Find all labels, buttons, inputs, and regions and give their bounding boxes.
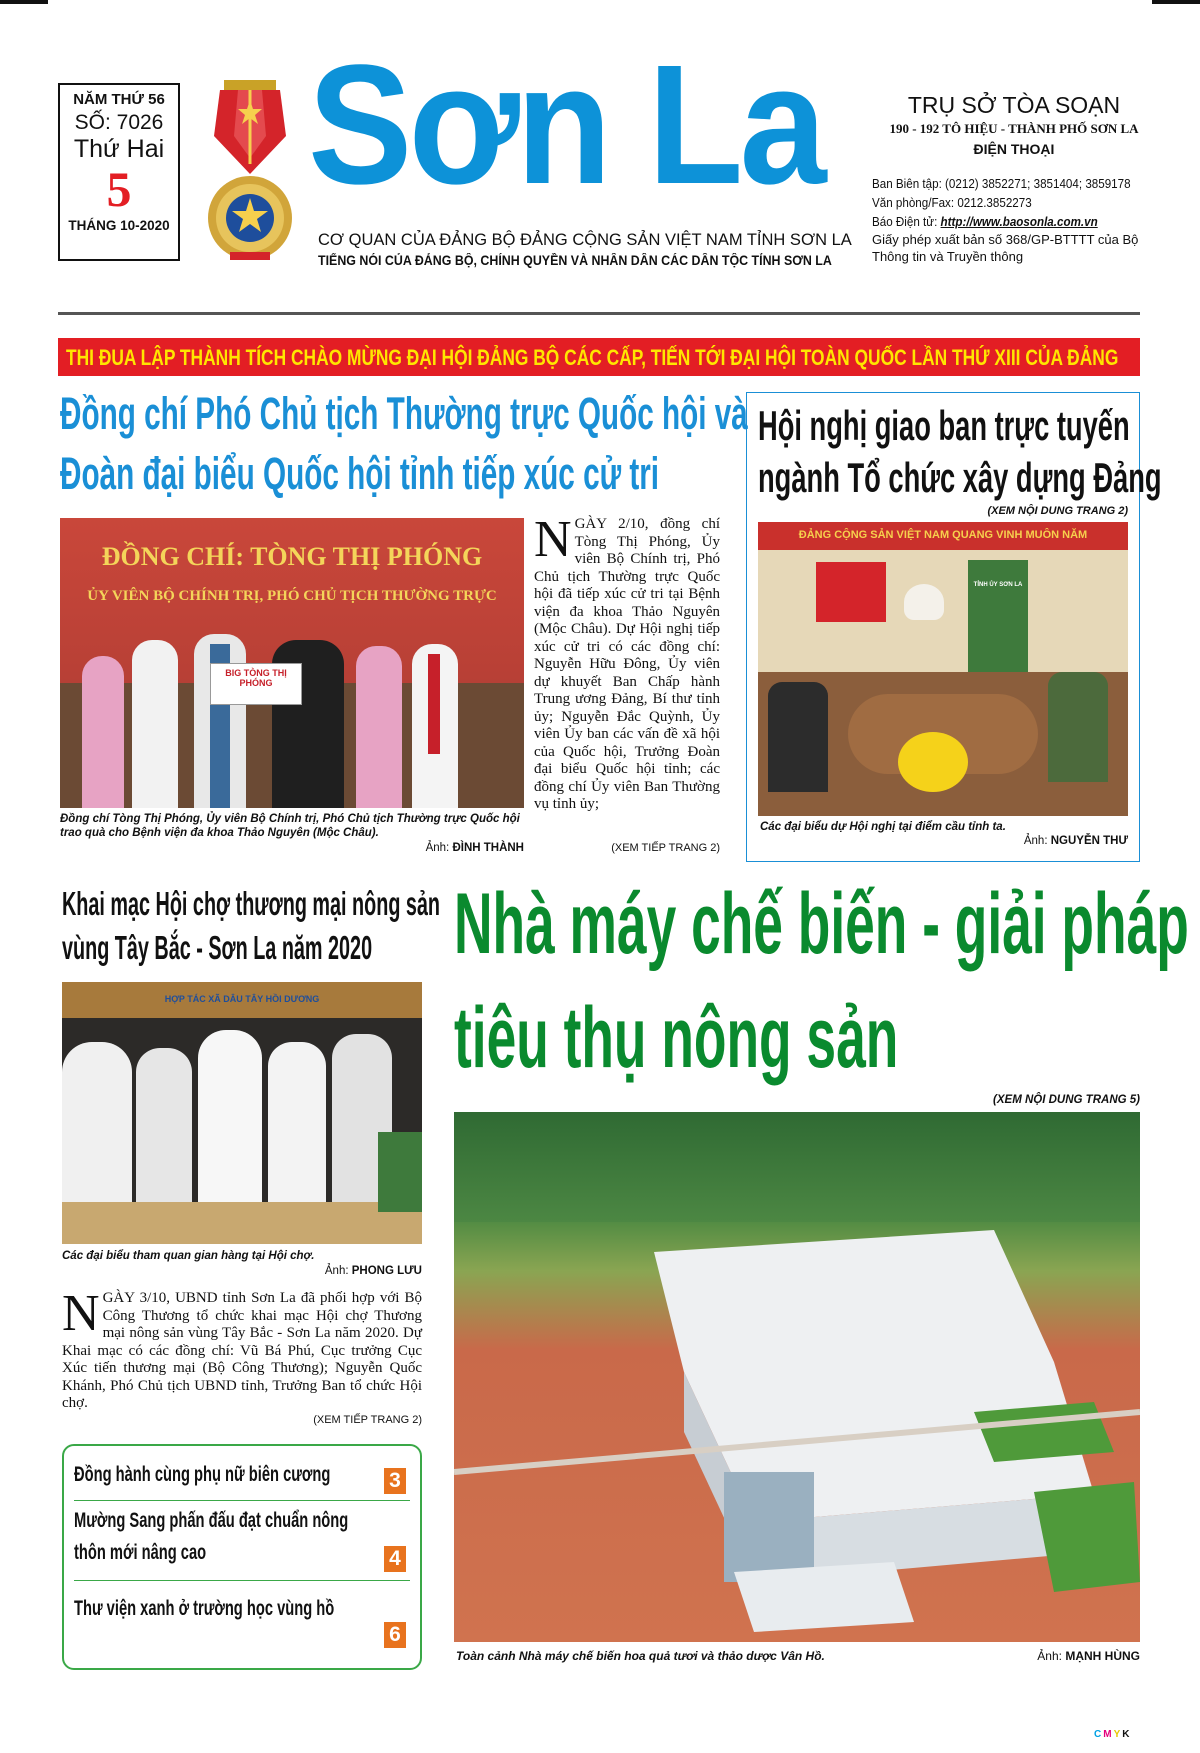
article1-text: GÀY 2/10, đồng chí Tòng Thị Phóng, Ủy viên Bộ Chính trị, Phó Chủ tịch Thường trực Quốc hội đã tiếp xúc cử tri tại Bệnh viện đa khoa Thảo Nguyên (Mộc Châu). Dự Hội nghị tiếp xúc cử tri có các đồng chí: Nguyễn Hữu Đông, Ủy viên dự khuyết Ban Chấp hành Trung ương Đảng, Bí thư tỉnh ủy; Nguyễn Đắc Quỳnh, Ủy viên Ủy ban các vấn đề xã hội của Quốc hội, Trưởng Đoàn đại biểu Quốc hội tỉnh; các đồng chí Ủy viên Ban Thường vụ tỉnh ủy; [534,516,720,812]
index-page-2[interactable]: 4 [384,1546,406,1572]
newspaper-title[interactable]: Sơn La [308,30,823,220]
credit-name: MẠNH HÙNG [1065,1649,1140,1663]
article4-see-page[interactable]: (XEM NỘI DUNG TRANG 5) [993,1094,1140,1106]
credit-label: Ảnh: [324,1265,349,1277]
photo-tv-screen: TỈNH ỦY SƠN LA [973,582,1023,588]
cmyk-c: C [1094,1729,1104,1740]
office-phone: 0212.3852273 [957,196,1032,210]
article2-photo [758,522,1128,816]
article1-photo [60,518,524,808]
credit-label: Ảnh: [1037,1649,1062,1663]
cmyk-marks [1094,1729,1131,1740]
gift-box-label: BIG TÒNG THỊ PHÓNG [225,668,287,688]
index-item-2-line1[interactable]: Mường Sang phấn đấu đạt chuẩn nông [74,1509,349,1532]
index-item-1[interactable]: Đồng hành cùng phụ nữ biên cương [74,1463,331,1486]
crop-mark-right [1152,0,1200,4]
web-link[interactable]: http://www.baosonla.com.vn [940,215,1098,229]
article3-continued[interactable]: (XEM TIẾP TRANG 2) [313,1414,422,1426]
article2-headline-line2[interactable]: ngành Tổ chức xây dựng Đảng [758,454,1162,501]
article2-see-page[interactable]: (XEM NỘI DUNG TRANG 2) [987,505,1128,517]
cmyk-y: Y [1113,1729,1123,1740]
index-page-3[interactable]: 6 [384,1622,406,1648]
cmyk-k: K [1122,1729,1132,1740]
article3-photo [62,982,422,1244]
index-divider-1 [74,1500,410,1501]
license-text: Giấy phép xuất bản số 368/GP-BTTTT của Bộ Thông tin và Truyền thông [872,232,1139,264]
photo-hall-banner: ĐẢNG CỘNG SẢN VIỆT NAM QUANG VINH MUÔN NĂM [798,529,1088,541]
article1-credit [300,842,524,854]
article4-credit [900,1649,1140,1663]
day-number: 5 [106,161,132,217]
month-year: THÁNG 10-2020 [68,218,170,233]
article3-body [62,1285,422,1413]
phone-title: ĐIỆN THOẠI [973,141,1055,157]
article1-headline-line1[interactable]: Đồng chí Phó Chủ tịch Thường trực Quốc hội và [60,388,748,439]
article1-dropcap: N [534,511,572,568]
year-label: NĂM THỨ 56 [73,91,165,108]
weekday: Thứ Hai [73,135,165,163]
crop-mark-left [0,0,48,4]
article3-headline-line2[interactable]: vùng Tây Bắc - Sơn La năm 2020 [62,929,373,966]
article1-body [534,511,720,814]
article4-caption: Toàn cảnh Nhà máy chế biến hoa quả tươi và thảo dược Vân Hồ. [456,1649,825,1663]
credit-name: ĐÌNH THÀNH [452,842,524,854]
masthead-tagline: TIẾNG NÓI CỦA ĐẢNG BỘ, CHÍNH QUYỀN VÀ NHÂN DÂN CÁC DÂN TỘC TỈNH SƠN LA [318,253,832,268]
campaign-banner [58,338,1140,376]
article4-headline-line2[interactable]: tiêu thụ nông sản [454,990,899,1086]
article2-headline-line1[interactable]: Hội nghị giao ban trực tuyến [758,402,1130,449]
masthead-rule [58,312,1140,315]
credit-label: Ảnh: [425,842,450,854]
masthead-subtitle: CƠ QUAN CỦA ĐẢNG BỘ ĐẢNG CỘNG SẢN VIỆT NAM TỈNH SƠN LA [318,231,852,249]
credit-label: Ảnh: [1023,835,1048,847]
photo-sign-title: ĐỒNG CHÍ: TÒNG THỊ PHÓNG [101,542,483,571]
index-item-3[interactable]: Thư viện xanh ở trường học vùng hồ [74,1597,335,1620]
article1-headline-line2[interactable]: Đoàn đại biểu Quốc hội tỉnh tiếp xúc cử tri [60,448,660,499]
office-title: TRỤ SỞ TÒA SOẠN [907,92,1121,118]
medal-emblem [200,78,300,278]
office-label: Văn phòng/Fax: [872,196,955,210]
index-divider-2 [74,1580,410,1581]
cmyk-m: M [1103,1729,1114,1740]
index-page-1[interactable]: 3 [384,1468,406,1494]
photo-sign-subtitle: ỦY VIÊN BỘ CHÍNH TRỊ, PHÓ CHỦ TỊCH THƯỜNG TRỰC [87,588,497,604]
article3-credit [200,1265,422,1277]
editorial-phones: (0212) 3852271; 3851404; 3859178 [945,177,1131,191]
article2-credit [900,835,1128,847]
campaign-banner-text: THI ĐUA LẬP THÀNH TÍCH CHÀO MỪNG ĐẠI HỘI ĐẢNG BỘ CÁC CẤP, TIẾN TỚI ĐẠI HỘI TOÀN QUỐC LẦN THỨ XIII CỦA ĐẢNG [66,345,1119,370]
office-info [884,92,1164,157]
article3-caption: Các đại biểu tham quan gian hàng tại Hội chợ. [62,1250,315,1262]
article3-text: GÀY 3/10, UBND tỉnh Sơn La đã phối hợp với Bộ Công Thương tổ chức khai mạc Hội chợ Thương mại nông sản vùng Tây Bắc - Sơn La năm 2020. Dự Khai mạc có các đồng chí: Vũ Bá Phú, Cục trưởng Cục Xúc tiến thương mại (Bộ Công Thương); Nguyễn Quốc Khánh, Phó Chủ tịch UBND tỉnh, Trưởng Ban tổ chức Hội chợ. [62,1290,422,1411]
photo-booth-sign: HỢP TÁC XÃ DÂU TÂY HỒI DƯƠNG [164,994,320,1004]
index-item-2-line2[interactable]: thôn mới nâng cao [74,1541,207,1564]
credit-name: NGUYỄN THƯ [1050,835,1128,847]
editorial-label: Ban Biên tập: [872,177,942,191]
phone-lines [872,175,1131,232]
issue-number: SỐ: 7026 [74,111,164,134]
article2-caption: Các đại biểu dự Hội nghị tại điểm cầu tỉnh ta. [760,821,1006,833]
gift-box [210,663,302,705]
index-box [62,1444,422,1670]
article1-continued[interactable]: (XEM TIẾP TRANG 2) [611,842,720,854]
issue-box [58,83,180,261]
office-address: 190 - 192 TÔ HIỆU - THÀNH PHỐ SƠN LA [889,121,1139,136]
article4-photo [454,1112,1140,1642]
credit-name: PHONG LƯU [351,1265,422,1277]
article3-dropcap: N [62,1285,100,1342]
article3-headline-line1[interactable]: Khai mạc Hội chợ thương mại nông sản [62,885,441,922]
web-label: Báo Điện tử: [872,215,938,229]
article1-caption: Đồng chí Tòng Thị Phóng, Ủy viên Bộ Chính trị, Phó Chủ tịch Thường trực Quốc hội trao quà cho Bệnh viện đa khoa Thảo Nguyên (Mộc Châu). [60,813,520,839]
article4-headline-line1[interactable]: Nhà máy chế biến - giải pháp [454,876,1189,972]
